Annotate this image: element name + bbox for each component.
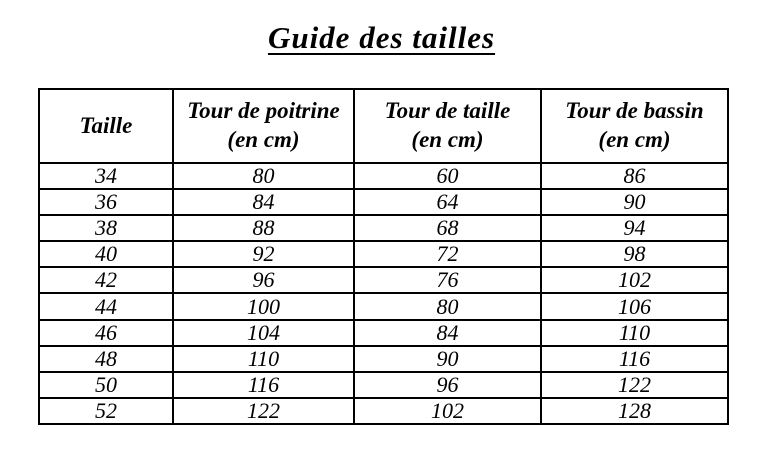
size-cell: 38 bbox=[39, 215, 173, 241]
table-row bbox=[39, 215, 728, 241]
table-row bbox=[39, 267, 728, 293]
hips-cell: 106 bbox=[541, 293, 728, 319]
chest-cell: 88 bbox=[173, 215, 354, 241]
column-header-waist bbox=[354, 89, 541, 163]
hips-cell: 110 bbox=[541, 320, 728, 346]
waist-cell: 60 bbox=[354, 163, 541, 189]
column-label: Tour de bassin bbox=[565, 98, 704, 124]
hips-cell: 128 bbox=[541, 398, 728, 424]
table-row bbox=[39, 293, 728, 319]
column-header-chest bbox=[173, 89, 354, 163]
chest-cell: 92 bbox=[173, 241, 354, 267]
hips-cell: 122 bbox=[541, 372, 728, 398]
size-cell: 36 bbox=[39, 189, 173, 215]
chest-cell: 116 bbox=[173, 372, 354, 398]
table-row bbox=[39, 189, 728, 215]
column-header-size bbox=[39, 89, 173, 163]
column-unit: (en cm) bbox=[227, 127, 300, 152]
chest-cell: 110 bbox=[173, 346, 354, 372]
hips-cell: 102 bbox=[541, 267, 728, 293]
waist-cell: 84 bbox=[354, 320, 541, 346]
chest-cell: 122 bbox=[173, 398, 354, 424]
waist-cell: 72 bbox=[354, 241, 541, 267]
waist-cell: 102 bbox=[354, 398, 541, 424]
size-cell: 42 bbox=[39, 267, 173, 293]
chest-cell: 80 bbox=[173, 163, 354, 189]
chest-cell: 84 bbox=[173, 189, 354, 215]
size-cell: 34 bbox=[39, 163, 173, 189]
column-label: Taille bbox=[79, 112, 133, 138]
table-row bbox=[39, 320, 728, 346]
size-cell: 50 bbox=[39, 372, 173, 398]
chest-cell: 104 bbox=[173, 320, 354, 346]
size-guide-table bbox=[38, 88, 729, 425]
size-cell: 52 bbox=[39, 398, 173, 424]
table-row bbox=[39, 241, 728, 267]
chest-cell: 96 bbox=[173, 267, 354, 293]
waist-cell: 96 bbox=[354, 372, 541, 398]
hips-cell: 98 bbox=[541, 241, 728, 267]
waist-cell: 80 bbox=[354, 293, 541, 319]
size-cell: 44 bbox=[39, 293, 173, 319]
hips-cell: 90 bbox=[541, 189, 728, 215]
size-cell: 48 bbox=[39, 346, 173, 372]
column-unit: (en cm) bbox=[411, 127, 484, 152]
table-row bbox=[39, 163, 728, 189]
size-cell: 40 bbox=[39, 241, 173, 267]
table-header-row bbox=[39, 89, 728, 163]
hips-cell: 94 bbox=[541, 215, 728, 241]
hips-cell: 86 bbox=[541, 163, 728, 189]
column-header-hips bbox=[541, 89, 728, 163]
table-row bbox=[39, 346, 728, 372]
column-label: Tour de taille bbox=[384, 98, 511, 124]
chest-cell: 100 bbox=[173, 293, 354, 319]
page-title: Guide des tailles bbox=[267, 20, 496, 55]
column-label: Tour de poitrine bbox=[187, 98, 340, 124]
table-row bbox=[39, 398, 728, 424]
hips-cell: 116 bbox=[541, 346, 728, 372]
table-row bbox=[39, 372, 728, 398]
size-cell: 46 bbox=[39, 320, 173, 346]
waist-cell: 64 bbox=[354, 189, 541, 215]
waist-cell: 68 bbox=[354, 215, 541, 241]
waist-cell: 90 bbox=[354, 346, 541, 372]
waist-cell: 76 bbox=[354, 267, 541, 293]
column-unit: (en cm) bbox=[598, 127, 671, 152]
